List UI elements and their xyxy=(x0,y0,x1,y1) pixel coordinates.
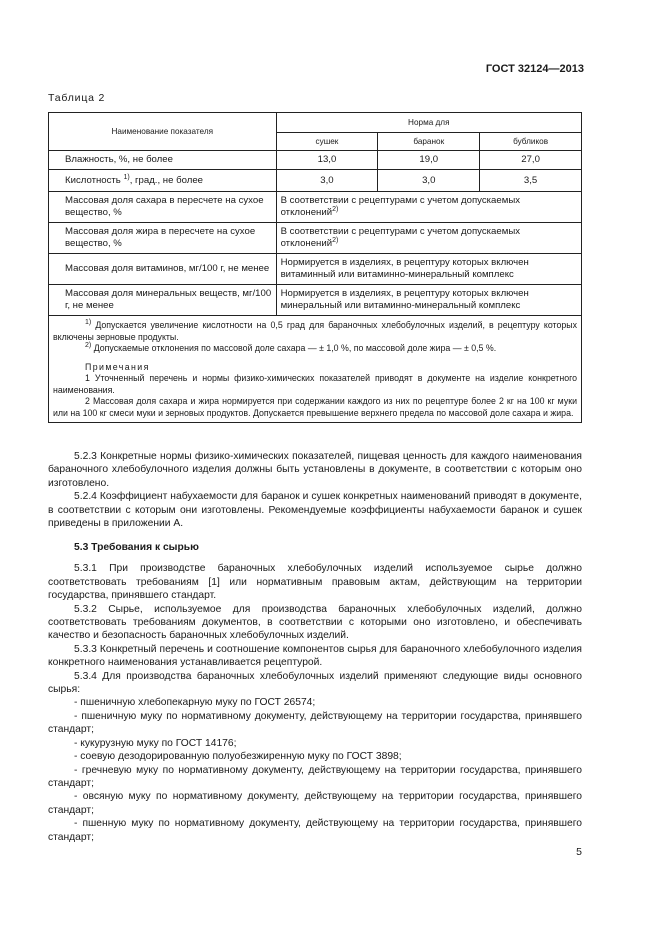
cell-value: 3,0 xyxy=(378,170,480,192)
footnote-ref: 1) xyxy=(123,173,130,181)
row-label: Массовая доля минеральных веществ, мг/100 г, не менее xyxy=(49,285,277,316)
table-row xyxy=(49,192,582,223)
cell-value: 13,0 xyxy=(276,151,378,170)
footnote-1: $^{1)}$ Допускается увеличение кислотности на 0,5 град для бараночных хлебобулочных изделий, в рецептуру которых включены зерновые продукты. xyxy=(53,319,577,342)
table-row xyxy=(49,223,582,254)
paragraph-5-2-3: 5.2.3 Конкретные нормы физико-химических показателей, пищевая ценность для каждого наименования бараночного хлебобулочного изделия должны быть установлены в документе, в соответствии с которым оно изготовлено. xyxy=(48,451,582,489)
footnote-ref: 2) xyxy=(332,205,339,213)
paragraph-5-2-4: 5.2.4 Коэффициент набухаемости для баранок и сушек конкретных наименований приводят в документе, в соответствии с которым они изготовлены. Рекомендуемые коэффициенты набухаемости баранок и сушек приведены в приложении А. xyxy=(48,491,582,530)
note-1: 1 Уточненный перечень и нормы физико-химических показателей приводят в документе на изделие конкретного наименования. xyxy=(53,373,577,395)
list-item: - пшенную муку по нормативному документу, действующему на территории государства, принявшего стандарт; xyxy=(48,818,582,843)
list-item: - овсяную муку по нормативному документу, действующему на территории государства, принявшего стандарт; xyxy=(48,791,582,816)
table-notes xyxy=(49,316,582,423)
cell-value: 27,0 xyxy=(480,151,582,170)
cell-value: 3,5 xyxy=(480,170,582,192)
table-row xyxy=(49,151,582,170)
table-row xyxy=(49,170,582,192)
header-indicator: Наименование показателя xyxy=(49,113,277,151)
section-5-2-continuation xyxy=(48,450,582,530)
list-item: - пшеничную муку по нормативному документу, действующему на территории государства, принявшего стандарт; xyxy=(48,710,582,736)
note-2: 2 Массовая доля сахара и жира нормируется при содержании каждого из них по рецептуре более 2 кг на 100 кг муки или на 100 кг смеси муки и зерновых продуктов. Допускается превышение верхнего предела по массовой доле сахара и жира. xyxy=(53,396,577,418)
standard-number: ГОСТ 32124—2013 xyxy=(485,63,584,75)
paragraph-5-3-3: 5.3.3 Конкретный перечень и соотношение компонентов сырья для бараночного хлебобулочного изделия конкретного наименования устанавливается рецептурой. xyxy=(48,643,582,669)
cell-value: 3,0 xyxy=(276,170,378,192)
row-label: Влажность, %, не более xyxy=(49,151,277,170)
span-cell: Нормируется в изделиях, в рецептуру которых включен минеральный или витаминно-минеральный комплекс xyxy=(276,285,581,316)
footnote-ref: 2) xyxy=(332,236,339,244)
row-label: Кислотность $^{1)}$, град., не более xyxy=(49,170,277,192)
table-row xyxy=(49,254,582,285)
row-label: Массовая доля сахара в пересчете на сухое вещество, % xyxy=(49,192,277,223)
header-col-sushki: сушек xyxy=(276,133,378,151)
footnote-2: $^{2)}$ Допускаемые отклонения по массовой доле сахара — ± 1,0 %, по массовой доле жира — ± 0,5 %. xyxy=(85,342,497,353)
span-cell: Нормируется в изделиях, в рецептуру которых включен витаминный или витаминно-минеральный комплекс xyxy=(276,254,581,285)
physicochemical-table xyxy=(48,112,582,423)
span-cell: В соответствии с рецептурами с учетом допускаемых отклонений$^{2)}$ xyxy=(276,223,581,254)
table-caption: Таблица 2 xyxy=(48,92,106,104)
list-item: - кукурузную муку по ГОСТ 14176; xyxy=(74,737,237,749)
list-item: - соевую дезодорированную полуобезжиренную муку по ГОСТ 3898; xyxy=(74,751,402,763)
paragraph-5-3-2: 5.3.2 Сырье, используемое для производства бараночных хлебобулочных изделий, должно соответствовать требованиям документов, в соответствии с которыми оно изготовлено, и обеспечивать качество и безопасность бараночных хлебобулочных изделий. xyxy=(48,603,582,642)
section-heading-5-3: 5.3 Требования к сырью xyxy=(74,542,199,553)
header-norm: Норма для xyxy=(276,113,581,133)
notes-heading: Примечания xyxy=(85,361,150,372)
page-number: 5 xyxy=(576,846,582,858)
list-item: - гречневую муку по нормативному документу, действующему на территории государства, принявшего стандарт; xyxy=(48,764,582,789)
header-col-baranki: баранок xyxy=(378,133,480,151)
row-label: Массовая доля жира в пересчете на сухое вещество, % xyxy=(49,223,277,254)
list-item: - пшеничную хлебопекарную муку по ГОСТ 26574; xyxy=(74,697,316,709)
cell-value: 19,0 xyxy=(378,151,480,170)
paragraph-5-3-4: 5.3.4 Для производства бараночных хлебобулочных изделий применяют следующие виды основного сырья: xyxy=(48,670,582,696)
section-5-3 xyxy=(48,541,582,844)
span-cell: В соответствии с рецептурами с учетом допускаемых отклонений$^{2)}$ xyxy=(276,192,581,223)
row-label: Массовая доля витаминов, мг/100 г, не менее xyxy=(49,254,277,285)
table-row xyxy=(49,285,582,316)
paragraph-5-3-1: 5.3.1 При производстве бараночных хлебобулочных изделий используемое сырье должно соответствовать требованиям [1] или нормативным правовым актам, действующим на территории государства, принявшего стандарт. xyxy=(48,563,582,602)
header-col-bubliki: бубликов xyxy=(480,133,582,151)
